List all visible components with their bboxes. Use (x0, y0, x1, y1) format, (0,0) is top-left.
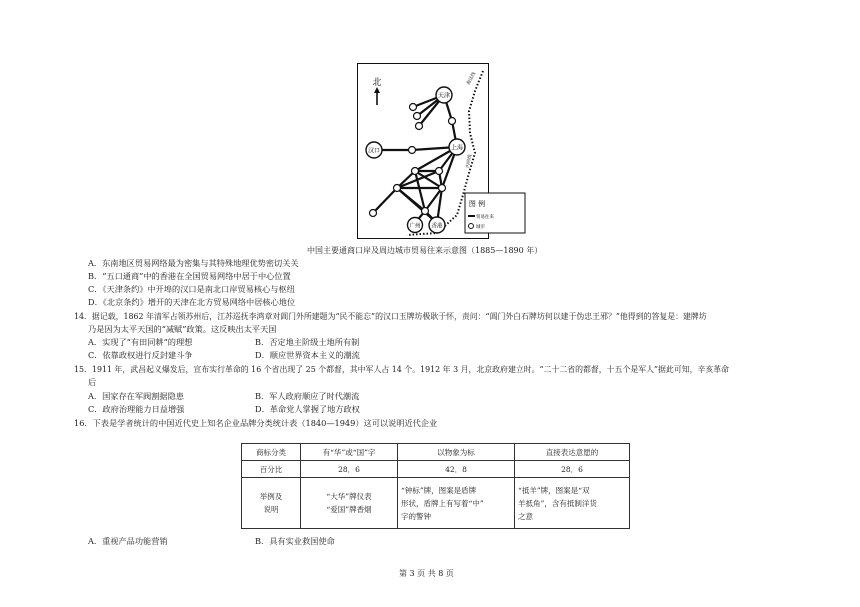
table-cell: 28．6 (301, 461, 398, 478)
table-cell-line: 举例及 (259, 492, 283, 501)
page-footer: 第 3 页 共 8 页 (399, 569, 454, 578)
table-header: 直接表达意愿的 (515, 444, 630, 461)
q14-option-d: D．顺应世界资本主义的潮流 (255, 350, 360, 360)
table-cell-line: “抵羊”牌，图案是“双 (518, 485, 590, 495)
table-cell: 42．8 (398, 461, 515, 478)
table-header: 商标分类 (242, 444, 301, 461)
q14-option-c: C．依靠政权进行反封建斗争 (88, 350, 193, 360)
table-cell-line: 形状，盾牌上有写着“中” (401, 498, 484, 508)
svg-text:贸易往来: 贸易往来 (476, 215, 494, 220)
city-shanghai (449, 139, 465, 155)
q16-stem: 16．下表是学者统计的中国近代史上知名企业品牌分类统计表（1840—1949）这可以说明近代企业 (74, 418, 438, 428)
table-cell (515, 478, 630, 529)
table-cell-line: “爱国”牌香烟 (326, 505, 372, 514)
city-hankou (366, 142, 382, 158)
city-guangzhou (408, 218, 423, 233)
svg-text:上海: 上海 (450, 144, 464, 152)
svg-text:图 例: 图 例 (468, 200, 486, 208)
map-caption: 中国主要通商口岸及周边城市贸易往来示意图（1885—1890 年） (307, 246, 543, 255)
table-cell (242, 478, 301, 529)
inland-route-label: 内河线 (465, 154, 473, 169)
q15-option-c: C．政府治理能力日益增强 (88, 404, 185, 414)
table-cell-line: “钟标”牌，图案是盾牌 (401, 485, 477, 495)
q15-stem-line1: 15．1911 年，武昌起义爆发后，宣布实行革命的 16 个省出现了 25 个都督，其中军人占 14 个。1912 年 3 月，北京政府建立时。“二十二省的都督，十五个是军人”据此可知，辛亥革命 (74, 365, 730, 374)
q15-option-b: B．军人政府顺应了时代潮流 (255, 391, 360, 401)
table-cell-line: “大华”牌仪表 (326, 492, 372, 501)
table-cell: 百分比 (242, 461, 301, 478)
table-header: 以物象为标 (398, 444, 515, 461)
q16-option-b: B．具有实业救国使命 (255, 536, 335, 546)
q15-stem-line2: 后 (88, 377, 97, 387)
table-cell (398, 478, 515, 529)
svg-text:城市: 城市 (476, 225, 485, 230)
table-cell-line: 说明 (263, 505, 279, 514)
q15-option-a: A．国家存在军阀割据隐患 (88, 391, 184, 401)
svg-text:香港: 香港 (431, 223, 443, 230)
table-header: 有“华”或“国”字 (301, 444, 398, 461)
q14-option-b: B．否定地主阶级土地所有制 (255, 337, 360, 347)
map-legend (465, 193, 525, 233)
svg-text:广州: 广州 (409, 223, 421, 230)
table-cell-line: 字的警钟 (401, 511, 431, 521)
table-cell-line: 羊抵角”，含有抵制洋货 (518, 498, 597, 508)
city-hongkong (429, 217, 445, 233)
q13-option-b: B．“五口通商”中的香港在全国贸易网络中居于中心位置 (88, 271, 291, 281)
table-cell-line: 之意 (518, 511, 533, 521)
q13-option-d: D．《北京条约》增开的天津在北方贸易网络中居核心地位 (88, 297, 296, 307)
q16-option-a: A．重视产品功能营销 (88, 536, 168, 546)
q14-stem-line2: 乃是因为太平天国的“减赋”政策。这反映出太平天国 (88, 324, 277, 334)
table-cell: 28．6 (515, 461, 630, 478)
q14-stem-line1: 14．据记载，1862 年清军占领苏州后，江苏巡抚李鸿章对阊门外所建题为“民不能忘”的汉口玉牌坊极耿于怀，责问：“阊门外白石牌坊何以建于伪忠王邪？”他得到的答复是：建牌坊 (74, 312, 707, 321)
svg-text:天津: 天津 (437, 92, 451, 100)
q13-option-a: A．东南地区贸易网络最为密集与其特殊地理优势密切关关 (88, 258, 299, 268)
north-label: 北 (372, 77, 382, 87)
q13-option-c: C．《天津条约》中开埠的汉口是南北口岸贸易核心与枢纽 (88, 284, 295, 294)
trade-map (357, 63, 494, 239)
q14-option-a: A．实现了“有田同耕”的理想 (88, 337, 193, 347)
svg-text:汉口: 汉口 (367, 147, 381, 155)
q15-option-d: D．革命党人掌握了地方政权 (255, 404, 360, 414)
brand-table (241, 443, 630, 529)
city-tianjin (436, 87, 452, 103)
table-cell (301, 478, 398, 529)
sea-route-label: 海运线 (465, 71, 477, 86)
